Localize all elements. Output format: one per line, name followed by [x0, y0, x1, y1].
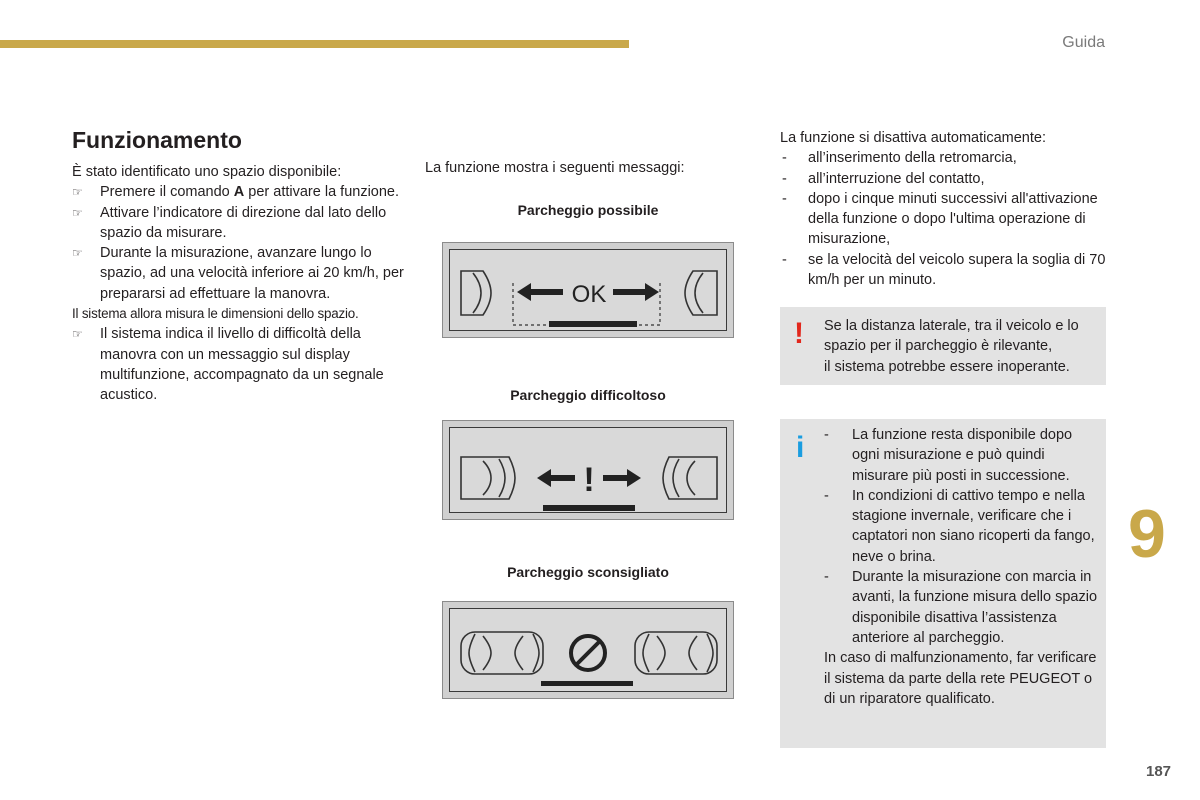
- list-item: - In condizioni di cattivo tempo e nella stagione invernale, verificare che i captatori non siano ricoperti da fango, neve o brina.: [824, 487, 1095, 565]
- system-note: Il sistema allora misura le dimensioni dello spazio.: [72, 306, 359, 322]
- deactivation-list: [780, 148, 1110, 290]
- parking-possible-graphic: [443, 243, 735, 339]
- left-column: [72, 126, 412, 406]
- info-box: [780, 419, 1106, 748]
- arrow-right-icon: [603, 469, 641, 487]
- space-indicator-bar: [541, 681, 633, 686]
- pointing-hand-icon: ☞: [72, 246, 83, 261]
- pointing-hand-icon: ☞: [72, 205, 83, 220]
- caption-parking-possible: Parcheggio possibile: [517, 202, 659, 218]
- list-item: ☞ Durante la misurazione, avanzare lungo lo spazio, ad una velocità inferiore ai 20 km/h, per prepararsi ad effettuare la manovra.: [72, 245, 404, 302]
- right-column: [780, 128, 1110, 290]
- info-list: [824, 425, 1100, 648]
- header-accent-bar: [0, 40, 629, 48]
- car-left-icon: [461, 457, 515, 499]
- caption-parking-difficult: Parcheggio difficoltoso: [510, 387, 666, 403]
- caption-parking-not-advised: Parcheggio sconsigliato: [507, 564, 669, 580]
- parking-not-advised-graphic: [443, 602, 735, 700]
- list-item: ☞ Attivare l’indicatore di direzione dal lato dello spazio da misurare.: [72, 204, 387, 241]
- car-right-icon: [685, 271, 717, 315]
- list-item: - La funzione resta disponibile dopo ogni misurazione e può quindi misurare più posti in successione.: [824, 427, 1073, 484]
- display-panel-not-advised: [442, 601, 734, 699]
- arrow-right-icon: [613, 283, 659, 301]
- deactivation-intro: La funzione si disattiva automaticamente:: [780, 130, 1046, 146]
- car-right-icon: [635, 632, 717, 674]
- arrow-left-icon: [517, 283, 563, 301]
- car-right-icon: [663, 457, 717, 499]
- display-panel-difficult: [442, 420, 734, 520]
- warning-box: [780, 307, 1106, 385]
- space-indicator-bar: [543, 505, 635, 511]
- car-left-icon: [461, 632, 543, 674]
- parking-difficult-graphic: [443, 421, 735, 521]
- step-list: [72, 182, 412, 304]
- warning-icon: !: [794, 317, 804, 350]
- ok-symbol: OK: [571, 281, 607, 308]
- pointing-hand-icon: ☞: [72, 327, 83, 342]
- list-item: - se la velocità del veicolo supera la soglia di 70 km/h per un minuto.: [782, 251, 1106, 289]
- command-key: A: [233, 184, 245, 201]
- car-left-icon: [461, 271, 491, 315]
- list-item: - all’inserimento della retromarcia,: [782, 150, 1017, 167]
- list-item: - all’interruzione del contatto,: [782, 170, 985, 187]
- pointing-hand-icon: ☞: [72, 185, 83, 200]
- space-indicator-bar: [549, 321, 637, 327]
- section-title: Guida: [1062, 34, 1105, 51]
- list-item: ☞ Il sistema indica il livello di difficoltà della manovra con un messaggio sul display multifunzione, accompagnato da un segnale acustico.: [72, 326, 384, 404]
- intro-text: È stato identificato uno spazio disponibile:: [72, 164, 342, 180]
- list-item: - Durante la misurazione con marcia in avanti, la funzione misura dello spazio disponibile disattiva l’assistenza anteriore al parcheggio.: [824, 569, 1098, 646]
- chapter-number: 9: [1128, 496, 1166, 572]
- page-number: 187: [1146, 763, 1172, 780]
- no-entry-icon: [571, 636, 605, 670]
- display-panel-possible: [442, 242, 734, 338]
- list-item: ☞ Premere il comando A per attivare la funzione.: [72, 182, 412, 202]
- list-item: - dopo i cinque minuti successivi all'attivazione della funzione o dopo l'ultima operazione di misurazione,: [782, 190, 1098, 248]
- messages-intro: La funzione mostra i seguenti messaggi:: [425, 160, 685, 176]
- arrow-left-icon: [537, 469, 575, 487]
- malfunction-text: In caso di malfunzionamento, far verificare il sistema da parte della rete PEUGEOT o di un riparatore qualificato.: [824, 650, 1097, 707]
- warning-text: Se la distanza laterale, tra il veicolo e lo spazio per il parcheggio è rilevante, il sistema potrebbe essere inoperante.: [824, 318, 1079, 375]
- section-heading: Funzionamento: [72, 127, 242, 153]
- info-icon: i: [796, 431, 805, 464]
- exclamation-symbol: !: [583, 461, 595, 499]
- step-list-2: [72, 324, 412, 405]
